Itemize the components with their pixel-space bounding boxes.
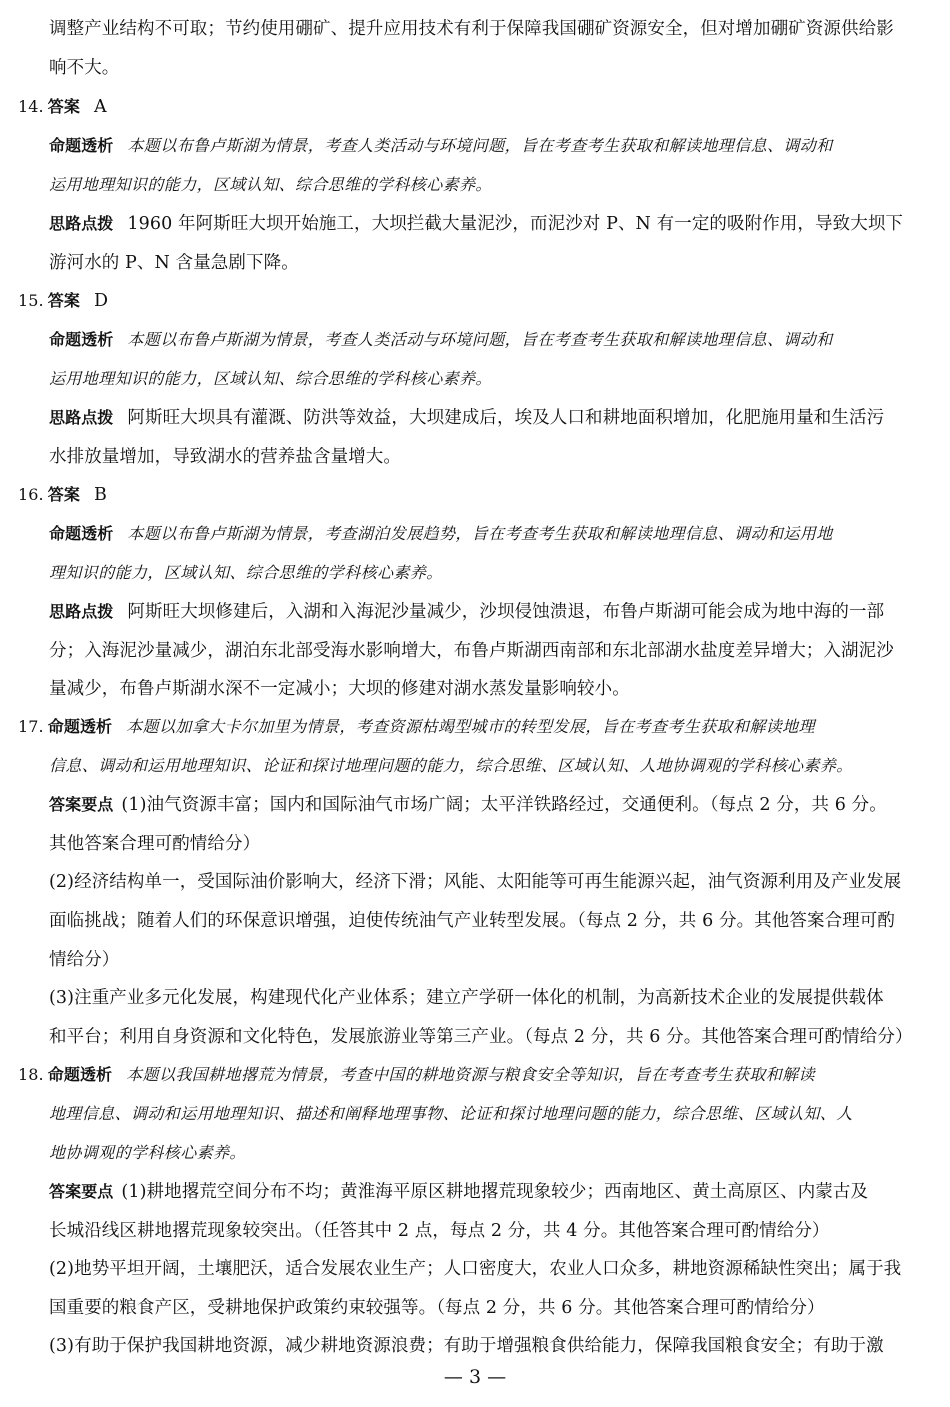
hint-label: 思路点拨: [49, 602, 114, 621]
analysis-text: 地协调观的学科核心素养。: [49, 1143, 246, 1162]
q14-answer-line: [18, 92, 900, 122]
hint-text: 量减少，布鲁卢斯湖水深不一定减小；大坝的修建对湖水蒸发量影响较小。: [49, 679, 630, 699]
analysis-text: 本题以布鲁卢斯湖为情景，考查湖泊发展趋势，旨在考查考生获取和解读地理信息、调动和运用地: [127, 524, 833, 543]
analysis-text: 运用地理知识的能力，区域认知、综合思维的学科核心素养。: [49, 175, 492, 194]
points-text: (1)油气资源丰富；国内和国际油气市场广阔；太平洋铁路经过，交通便利。（每点 2 分，共 6 分。: [121, 795, 887, 815]
points-text: (1)耕地撂荒空间分布不均；黄淮海平原区耕地撂荒现象较少；西南地区、黄土高原区、内蒙古及: [121, 1182, 869, 1202]
points-text: 和平台；利用自身资源和文化特色，发展旅游业等第三产业。（每点 2 分，共 6 分。其他答案合理可酌情给分）: [49, 1027, 913, 1047]
hint-text: 分；入海泥沙量减少，湖泊东北部受海水影响增大，布鲁卢斯湖西南部和东北部湖水盐度差异增大；入湖泥沙: [49, 641, 894, 661]
analysis-text: 运用地理知识的能力，区域认知、综合思维的学科核心素养。: [49, 369, 492, 388]
q18-points-line: [49, 1177, 931, 1207]
analysis-text: 信息、调动和运用地理知识、论证和探讨地理问题的能力，综合思维、区域认知、人地协调观的学科核心素养。: [49, 756, 853, 775]
question-number: 18.: [18, 1065, 44, 1084]
q16-answer-line: [18, 480, 900, 510]
points-label: 答案要点: [49, 795, 114, 814]
answer-value: A: [93, 97, 107, 117]
q17-analysis-line: [18, 712, 900, 742]
answer-value: B: [93, 485, 107, 505]
points-text: (2)经济结构单一，受国际油价影响大，经济下滑；风能、太阳能等可再生能源兴起，油气资源利用及产业发展: [49, 872, 902, 892]
analysis-label: 命题透析: [49, 524, 114, 543]
analysis-text: 本题以我国耕地撂荒为情景，考查中国的耕地资源与粮食安全等知识，旨在考查考生获取和解读: [126, 1065, 815, 1084]
answer-label: 答案: [47, 97, 80, 116]
points-text: (2)地势平坦开阔，土壤肥沃，适合发展农业生产；人口密度大，农业人口众多，耕地资源稀缺性突出；属于我: [49, 1259, 902, 1279]
page-number: — 3 —: [443, 1366, 507, 1388]
hint-text: 游河水的 P、N 含量急剧下降。: [49, 253, 299, 273]
q14-analysis-line: [49, 131, 931, 161]
question-number: 17.: [18, 717, 44, 736]
hint-text: 水排放量增加，导致湖水的营养盐含量增大。: [49, 447, 401, 467]
question-number: 15.: [18, 291, 44, 310]
points-label: 答案要点: [49, 1182, 114, 1201]
q15-hint-line: [49, 403, 931, 433]
q15-analysis-line: [49, 325, 931, 355]
hint-text: 阿斯旺大坝具有灌溉、防洪等效益，大坝建成后，埃及人口和耕地面积增加，化肥施用量和生活污: [127, 408, 885, 428]
hint-label: 思路点拨: [49, 408, 114, 427]
hint-text: 阿斯旺大坝修建后，入湖和入海泥沙量减少，沙坝侵蚀溃退，布鲁卢斯湖可能会成为地中海的一部: [127, 602, 885, 622]
points-text: 情给分）: [49, 950, 120, 970]
analysis-text: 地理信息、调动和运用地理知识、描述和阐释地理事物、论证和探讨地理问题的能力，综合思维、区域认知、人: [49, 1104, 853, 1123]
q16-analysis-line: [49, 519, 931, 549]
q16-hint-line: [49, 597, 931, 627]
points-text: (3)有助于保护我国耕地资源，减少耕地资源浪费；有助于增强粮食供给能力，保障我国粮食安全；有助于激: [49, 1336, 884, 1356]
points-text: 面临挑战；随着人们的环保意识增强，迫使传统油气产业转型发展。（每点 2 分，共 6 分。其他答案合理可酌: [49, 911, 895, 931]
q18-analysis-line: [18, 1060, 900, 1090]
analysis-text: 本题以加拿大卡尔加里为情景，考查资源枯竭型城市的转型发展，旨在考查考生获取和解读地理: [126, 717, 815, 736]
analysis-label: 命题透析: [49, 136, 114, 155]
hint-text: 1960 年阿斯旺大坝开始施工，大坝拦截大量泥沙，而泥沙对 P、N 有一定的吸附作用，导致大坝下: [127, 214, 904, 234]
text-line: 响不大。: [49, 58, 120, 78]
analysis-label: 命题透析: [47, 717, 113, 736]
question-number: 16.: [18, 485, 44, 504]
analysis-label: 命题透析: [49, 330, 114, 349]
analysis-text: 理知识的能力，区域认知、综合思维的学科核心素养。: [49, 563, 443, 582]
points-text: 长城沿线区耕地撂荒现象较突出。（任答其中 2 点，每点 2 分，共 4 分。其他答案合理可酌情给分）: [49, 1221, 830, 1241]
points-text: 其他答案合理可酌情给分）: [49, 834, 261, 854]
q17-points-line: [49, 790, 931, 820]
q14-hint-line: [49, 209, 931, 239]
q15-answer-line: [18, 286, 900, 316]
question-number: 14.: [18, 97, 44, 116]
answer-label: 答案: [47, 485, 80, 504]
points-text: (3)注重产业多元化发展，构建现代化产业体系；建立产学研一体化的机制，为高新技术企业的发展提供载体: [49, 988, 884, 1008]
analysis-text: 本题以布鲁卢斯湖为情景，考查人类活动与环境问题，旨在考查考生获取和解读地理信息、调动和: [127, 330, 833, 349]
analysis-text: 本题以布鲁卢斯湖为情景，考查人类活动与环境问题，旨在考查考生获取和解读地理信息、调动和: [127, 136, 833, 155]
analysis-label: 命题透析: [47, 1065, 113, 1084]
hint-label: 思路点拨: [49, 214, 114, 233]
answer-label: 答案: [47, 291, 80, 310]
text-line: 调整产业结构不可取；节约使用硼矿、提升应用技术有利于保障我国硼矿资源安全，但对增加硼矿资源供给影: [49, 19, 894, 39]
answer-value: D: [93, 291, 109, 311]
points-text: 国重要的粮食产区，受耕地保护政策约束较强等。（每点 2 分，共 6 分。其他答案合理可酌情给分）: [49, 1298, 825, 1318]
